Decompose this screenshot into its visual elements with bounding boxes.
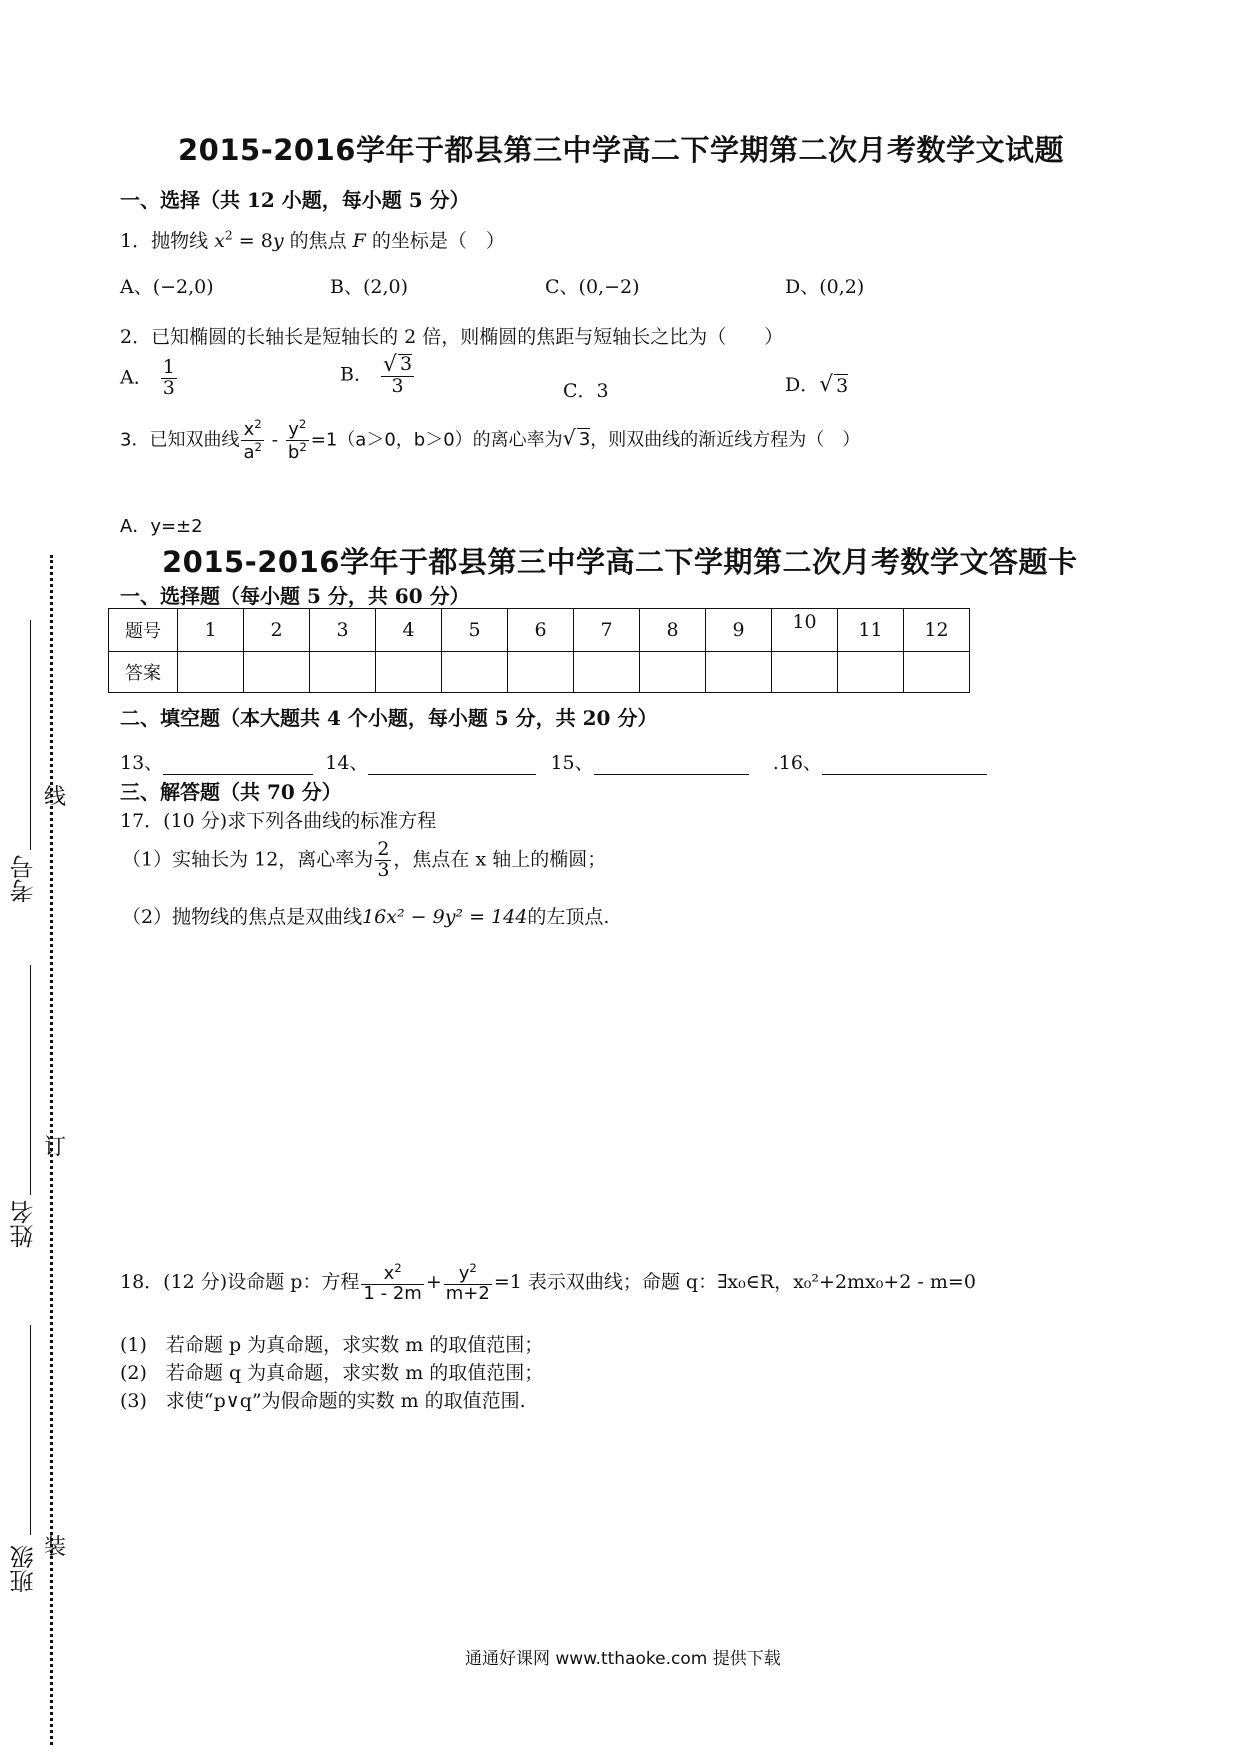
q3-option-a: A．y=±2 (120, 516, 203, 537)
q2-a-num: 1 (162, 356, 175, 378)
sqrt-icon: √ (819, 372, 834, 397)
q18-f2-num (444, 1262, 492, 1285)
banji-line (30, 1325, 31, 1535)
table-cell-number: 7 (574, 609, 640, 652)
q17-den: 3 (377, 858, 390, 881)
q17-part2-prefix: （2）抛物线的焦点是双曲线 (122, 906, 363, 928)
blank-13[interactable] (163, 754, 313, 775)
q2-b-fraction (381, 354, 414, 397)
q17-part1-prefix: （1）实轴长为 12，离心率为 (122, 848, 374, 871)
answer-cell-1[interactable] (178, 652, 244, 693)
table-cell-number: 8 (640, 609, 706, 652)
q18-f2-num-var: y (458, 1263, 470, 1284)
q3-f1-den-sup: 2 (254, 439, 262, 454)
answer-cell-7[interactable] (574, 652, 640, 693)
q1-suffix-b: 的坐标是（ ） (365, 230, 505, 252)
q18-suffix: =1 表示双曲线；命题 q：∃x₀∈R，x₀²+2mx₀+2 - m=0 (493, 1270, 976, 1293)
q2-b-label: B． (340, 363, 373, 386)
q2-option-b (340, 354, 416, 397)
q17-num: 2 (377, 838, 390, 860)
q1-option-a: A、(−2,0) (120, 276, 214, 298)
card-section1: 一、选择题（每小题 5 分，共 60 分） (120, 584, 470, 608)
q3-fraction-1 (241, 418, 263, 463)
q1-option-d: D、(0,2) (785, 276, 865, 298)
answer-cell-2[interactable] (244, 652, 310, 693)
table-header-answer: 答案 (109, 652, 178, 693)
question-17-header: 17．(10 分)求下列各曲线的标准方程 (120, 810, 437, 832)
q3-suffix: ，则双曲线的渐近线方程为（ ） (590, 429, 861, 451)
q3-fraction-2 (286, 418, 309, 463)
sqrt-icon: √ (383, 352, 397, 377)
q1-suffix-a: 的焦点 (283, 230, 353, 252)
q3-f1-num (241, 418, 263, 441)
q2-b-num: 3 (399, 353, 413, 375)
q18-item-1: (1) 若命题 p 为真命题，求实数 m 的取值范围； (120, 1334, 544, 1356)
q3-f2-num (286, 418, 309, 441)
q3-sqrt-val: 3 (578, 429, 591, 451)
margin-char-xian: 线 (44, 785, 67, 810)
q2-option-c: C．3 (563, 380, 609, 402)
blank-15[interactable] (594, 754, 749, 775)
q1-prefix: 1．抛物线 (120, 230, 209, 252)
label-xingming: 姓名 (10, 1200, 38, 1248)
q18-f2-num-sup: 2 (469, 1261, 477, 1275)
q18-item-3: (3) 求使“p∨q”为假命题的实数 m 的取值范围. (120, 1390, 526, 1412)
q17-part2-equation: 16x² − 9y² = 144 (362, 906, 528, 928)
q2-b-den: 3 (391, 374, 404, 397)
answer-cell-12[interactable] (904, 652, 970, 693)
table-row-numbers (109, 609, 970, 652)
question-17-part2 (122, 902, 609, 929)
answer-cell-5[interactable] (442, 652, 508, 693)
card-section3: 三、解答题（共 70 分） (120, 780, 342, 804)
q2-d-label: D． (785, 374, 820, 396)
q3-f2-num-var: y (288, 419, 299, 440)
q17-fraction (375, 840, 391, 881)
fill-blanks-row (120, 748, 987, 775)
q18-f1-num (361, 1262, 423, 1285)
q3-f2-den-sup: 2 (299, 439, 307, 454)
answer-cell-11[interactable] (838, 652, 904, 693)
label-kaohao: 考号 (10, 855, 38, 903)
q1-option-c: C、(0,−2) (545, 276, 640, 298)
label-banji: 班级 (10, 1545, 38, 1593)
q3-f2-den (286, 441, 309, 463)
footer-credit: 通通好课网 www.tthaoke.com 提供下载 (465, 1649, 781, 1669)
q3-minus: - (265, 429, 284, 451)
section1-header: 一、选择（共 12 小题，每小题 5 分） (120, 188, 470, 212)
q17-part1-suffix: ，焦点在 x 轴上的椭圆； (393, 848, 607, 871)
sqrt-icon: √ (562, 426, 576, 451)
answer-cell-9[interactable] (706, 652, 772, 693)
q18-fraction-1 (361, 1262, 423, 1304)
q1-option-b: B、(2,0) (330, 276, 409, 298)
q2-option-a (120, 358, 179, 399)
q18-fraction-2 (444, 1262, 492, 1304)
q2-d-val: 3 (836, 375, 849, 397)
q2-b-num-wrap (381, 354, 414, 377)
answer-cell-10[interactable] (772, 652, 838, 693)
q1-eq-lhs: x (214, 230, 225, 252)
table-cell-number: 3 (310, 609, 376, 652)
q3-f1-num-sup: 2 (254, 417, 262, 431)
q2-a-fraction (161, 358, 177, 399)
question-3 (120, 418, 860, 463)
xingming-line (30, 965, 31, 1195)
table-cell-number: 1 (178, 609, 244, 652)
table-cell-number: 6 (508, 609, 574, 652)
table-cell-number: 4 (376, 609, 442, 652)
question-2: 2．已知椭圆的长轴长是短轴长的 2 倍，则椭圆的焦距与短轴长之比为（ ） (120, 326, 784, 348)
card-title: 2015-2016学年于都县第三中学高二下学期第二次月考数学文答题卡 (162, 545, 1078, 579)
exam-title: 2015-2016学年于都县第三中学高二下学期第二次月考数学文试题 (178, 133, 1064, 167)
answer-cell-3[interactable] (310, 652, 376, 693)
q3-f2-num-sup: 2 (298, 417, 307, 431)
q2-a-label: A． (120, 366, 153, 389)
answer-table (108, 608, 970, 693)
q3-f2-den-var: b (287, 441, 300, 463)
q3-f1-den (241, 441, 263, 463)
table-cell-number: 5 (442, 609, 508, 652)
q18-item-2: (2) 若命题 q 为真命题，求实数 m 的取值范围； (120, 1362, 544, 1384)
margin-char-zhuang: 装 (44, 1535, 67, 1560)
question-17-part1 (122, 840, 606, 881)
blank-14[interactable] (368, 754, 536, 775)
table-cell-number: 11 (838, 609, 904, 652)
blank-label-16: .16、 (772, 752, 822, 774)
table-cell-number: 12 (904, 609, 970, 652)
q2-a-den: 3 (162, 376, 175, 399)
q3-middle: =1（a＞0，b＞0）的离心率为 (310, 429, 563, 451)
blank-16[interactable] (822, 754, 987, 775)
q18-f1-den: 1 - 2m (363, 1282, 422, 1304)
table-cell-number: 9 (706, 609, 772, 652)
blank-label-13: 13、 (120, 752, 164, 774)
answer-cell-4[interactable] (376, 652, 442, 693)
answer-cell-8[interactable] (640, 652, 706, 693)
q3-f1-num-var: x (243, 419, 255, 440)
q2-option-d (785, 370, 848, 397)
q1-eq-sup: 2 (224, 228, 233, 243)
card-section2: 二、填空题（本大题共 4 个小题，每小题 5 分，共 20 分） (120, 706, 658, 730)
blank-label-14: 14、 (325, 752, 369, 774)
table-cell-number: 10 (772, 609, 838, 652)
table-row-answers (109, 652, 970, 693)
table-cell-number: 2 (244, 609, 310, 652)
q18-prefix: 18．(12 分)设命题 p：方程 (120, 1270, 360, 1293)
q18-f2-den: m+2 (445, 1282, 490, 1304)
q1-eq-rhs: = 8 (232, 230, 273, 252)
kaohao-line (30, 620, 31, 850)
q3-prefix: 3．已知双曲线 (120, 429, 240, 451)
q18-plus: + (425, 1270, 442, 1293)
q18-f1-num-sup: 2 (394, 1261, 402, 1275)
question-18 (120, 1262, 976, 1304)
q17-part2-suffix: 的左顶点. (527, 906, 610, 928)
blank-label-15: 15、 (550, 752, 594, 774)
question-1 (120, 226, 505, 253)
table-header-number: 题号 (109, 609, 178, 652)
answer-cell-6[interactable] (508, 652, 574, 693)
q3-f1-den-var: a (243, 441, 255, 463)
q18-f1-num-var: x (383, 1263, 395, 1284)
q1-suffix-var: F (352, 230, 366, 252)
q1-eq-var: y (272, 230, 284, 252)
margin-char-ding: 订 (44, 1135, 67, 1160)
